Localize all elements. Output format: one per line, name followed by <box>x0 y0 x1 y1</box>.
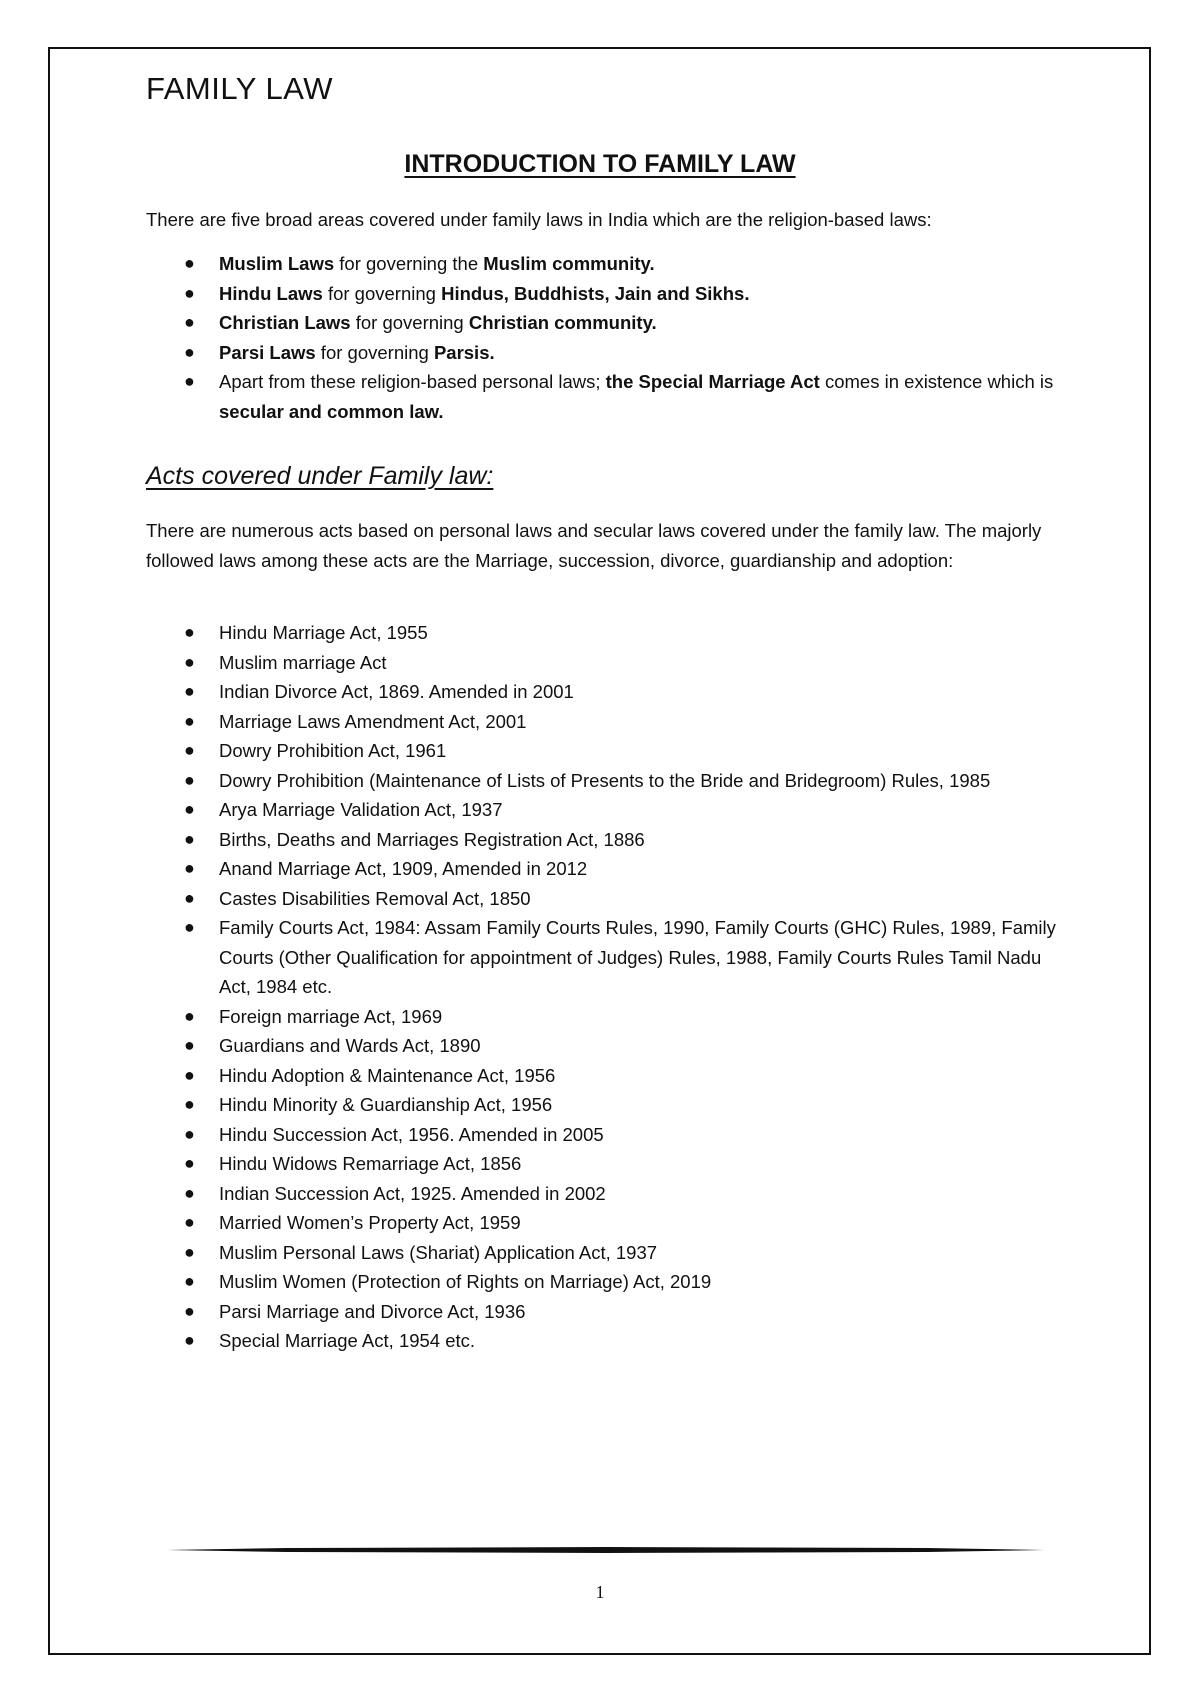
act-item <box>146 1149 1056 1179</box>
act-item <box>146 795 1056 825</box>
act-label: Hindu Succession Act, 1956. Amended in 2005 <box>219 1123 604 1145</box>
act-label: Births, Deaths and Marriages Registration Act, 1886 <box>219 828 645 850</box>
bullet-icon: ● <box>184 1300 195 1321</box>
act-label: Family Courts Act, 1984: Assam Family Courts Rules, 1990, Family Courts (GHC) Rules, 1989, Family Courts (Other Qualification for appointment of Judges) Rules, 1988, Family Courts Rules Tamil Nadu Act, 1984 etc. <box>219 917 1056 997</box>
bullet-icon: ● <box>184 740 195 760</box>
footer-divider <box>167 1544 1045 1556</box>
bullet-icon: ● <box>184 1094 195 1114</box>
act-label: Foreign marriage Act, 1969 <box>219 1005 443 1027</box>
plain-text: Apart from these religion-based personal laws; <box>219 371 606 392</box>
bullet-icon: ● <box>184 1182 195 1203</box>
bullet-icon: ● <box>184 312 195 332</box>
bold-text: Muslim community. <box>483 253 655 274</box>
act-item <box>146 1090 1056 1120</box>
page-number: 1 <box>595 1582 605 1602</box>
bullet-icon: ● <box>184 1330 195 1350</box>
plain-text: comes in existence which is <box>819 371 1054 392</box>
bullet-icon: ● <box>184 1005 195 1026</box>
plain-text: for governing the <box>334 253 484 274</box>
act-item <box>146 884 1056 914</box>
bold-text: Muslim Laws <box>219 253 335 274</box>
acts-list-container <box>146 618 1056 1356</box>
act-item <box>146 854 1056 884</box>
bullet-icon: ● <box>184 622 195 642</box>
religion-law-item <box>146 367 1056 426</box>
act-label: Muslim Personal Laws (Shariat) Application Act, 1937 <box>219 1241 658 1263</box>
plain-text: for governing <box>322 282 442 304</box>
act-label: Indian Divorce Act, 1869. Amended in 2001 <box>219 681 574 702</box>
bullet-icon: ● <box>184 371 195 391</box>
act-item <box>146 1031 1056 1061</box>
bullet-icon: ● <box>184 1064 195 1085</box>
bold-text: Christian community. <box>468 312 657 333</box>
act-item <box>146 707 1056 737</box>
bold-text: Hindus, Buddhists, Jain and Sikhs. <box>441 282 750 304</box>
act-item <box>146 1120 1056 1150</box>
act-label: Guardians and Wards Act, 1890 <box>219 1035 481 1056</box>
religion-laws-list-container <box>146 249 1056 426</box>
act-item <box>146 618 1056 648</box>
act-label: Anand Marriage Act, 1909, Amended in 2012 <box>219 858 588 879</box>
bullet-icon: ● <box>184 710 195 731</box>
act-label: Muslim marriage Act <box>219 651 387 673</box>
bullet-icon: ● <box>184 1271 195 1291</box>
act-item <box>146 1179 1056 1209</box>
bold-text: Parsis. <box>433 341 495 363</box>
act-label: Hindu Widows Remarriage Act, 1856 <box>219 1153 522 1174</box>
bullet-icon: ● <box>184 1035 195 1055</box>
act-label: Indian Succession Act, 1925. Amended in 2002 <box>219 1182 606 1204</box>
bullet-icon: ● <box>184 799 195 819</box>
acts-list <box>146 618 1056 1356</box>
intro-paragraph: There are five broad areas covered under family laws in India which are the religion-based laws: <box>146 209 932 230</box>
bullet-icon: ● <box>184 1123 195 1144</box>
bullet-icon: ● <box>184 1153 195 1173</box>
bullet-icon: ● <box>184 341 195 362</box>
act-label: Hindu Minority & Guardianship Act, 1956 <box>219 1094 553 1115</box>
religion-laws-list <box>146 249 1056 426</box>
religion-law-item <box>146 338 1056 368</box>
religion-law-item <box>146 249 1056 279</box>
act-label: Muslim Women (Protection of Rights on Marriage) Act, 2019 <box>219 1271 712 1292</box>
act-item <box>146 1061 1056 1091</box>
act-label: Arya Marriage Validation Act, 1937 <box>219 799 503 820</box>
bold-text: secular and common law. <box>219 400 444 422</box>
bullet-icon: ● <box>184 681 195 701</box>
religion-law-item <box>146 279 1056 309</box>
act-label: Special Marriage Act, 1954 etc. <box>219 1330 476 1351</box>
section-heading-introduction: INTRODUCTION TO FAMILY LAW <box>404 150 796 178</box>
act-label: Castes Disabilities Removal Act, 1850 <box>219 887 531 909</box>
act-item <box>146 677 1056 707</box>
act-label: Marriage Laws Amendment Act, 2001 <box>219 710 527 732</box>
bullet-icon: ● <box>184 828 195 849</box>
act-label: Dowry Prohibition Act, 1961 <box>219 740 447 761</box>
act-label: Married Women’s Property Act, 1959 <box>219 1212 521 1233</box>
acts-intro-paragraph: There are numerous acts based on personal laws and secular laws covered under the family law. The majorly followed laws among these acts are the Marriage, succession, divorce, guardianship and adoption: <box>146 520 1042 571</box>
act-item <box>146 825 1056 855</box>
act-item <box>146 913 1056 1002</box>
document-header-title: FAMILY LAW <box>146 71 334 106</box>
act-item <box>146 1267 1056 1297</box>
bullet-icon: ● <box>184 887 195 908</box>
plain-text: for governing <box>315 341 434 363</box>
bullet-icon: ● <box>184 1241 195 1262</box>
act-label: Dowry Prohibition (Maintenance of Lists of Presents to the Bride and Bridegroom) Rules, 1985 <box>219 769 991 791</box>
bold-text: the Special Marriage Act <box>605 371 820 392</box>
bullet-icon: ● <box>184 651 195 672</box>
religion-law-item <box>146 308 1056 338</box>
act-item <box>146 1208 1056 1238</box>
act-label: Hindu Marriage Act, 1955 <box>219 622 428 643</box>
bold-text: Christian Laws <box>219 312 351 333</box>
bullet-icon: ● <box>184 282 195 303</box>
plain-text: for governing <box>350 312 469 333</box>
bullet-icon: ● <box>184 1212 195 1232</box>
bullet-icon: ● <box>184 253 195 273</box>
bullet-icon: ● <box>184 769 195 790</box>
bullet-icon: ● <box>184 858 195 878</box>
bold-text: Hindu Laws <box>219 282 323 304</box>
act-label: Parsi Marriage and Divorce Act, 1936 <box>219 1300 526 1322</box>
act-item <box>146 1002 1056 1032</box>
act-item <box>146 736 1056 766</box>
bullet-icon: ● <box>184 917 195 937</box>
act-item <box>146 1326 1056 1356</box>
act-item <box>146 648 1056 678</box>
act-label: Hindu Adoption & Maintenance Act, 1956 <box>219 1064 556 1086</box>
bold-text: Parsi Laws <box>219 341 316 363</box>
acts-heading: Acts covered under Family law: <box>146 462 494 490</box>
act-item <box>146 766 1056 796</box>
act-item <box>146 1297 1056 1327</box>
act-item <box>146 1238 1056 1268</box>
